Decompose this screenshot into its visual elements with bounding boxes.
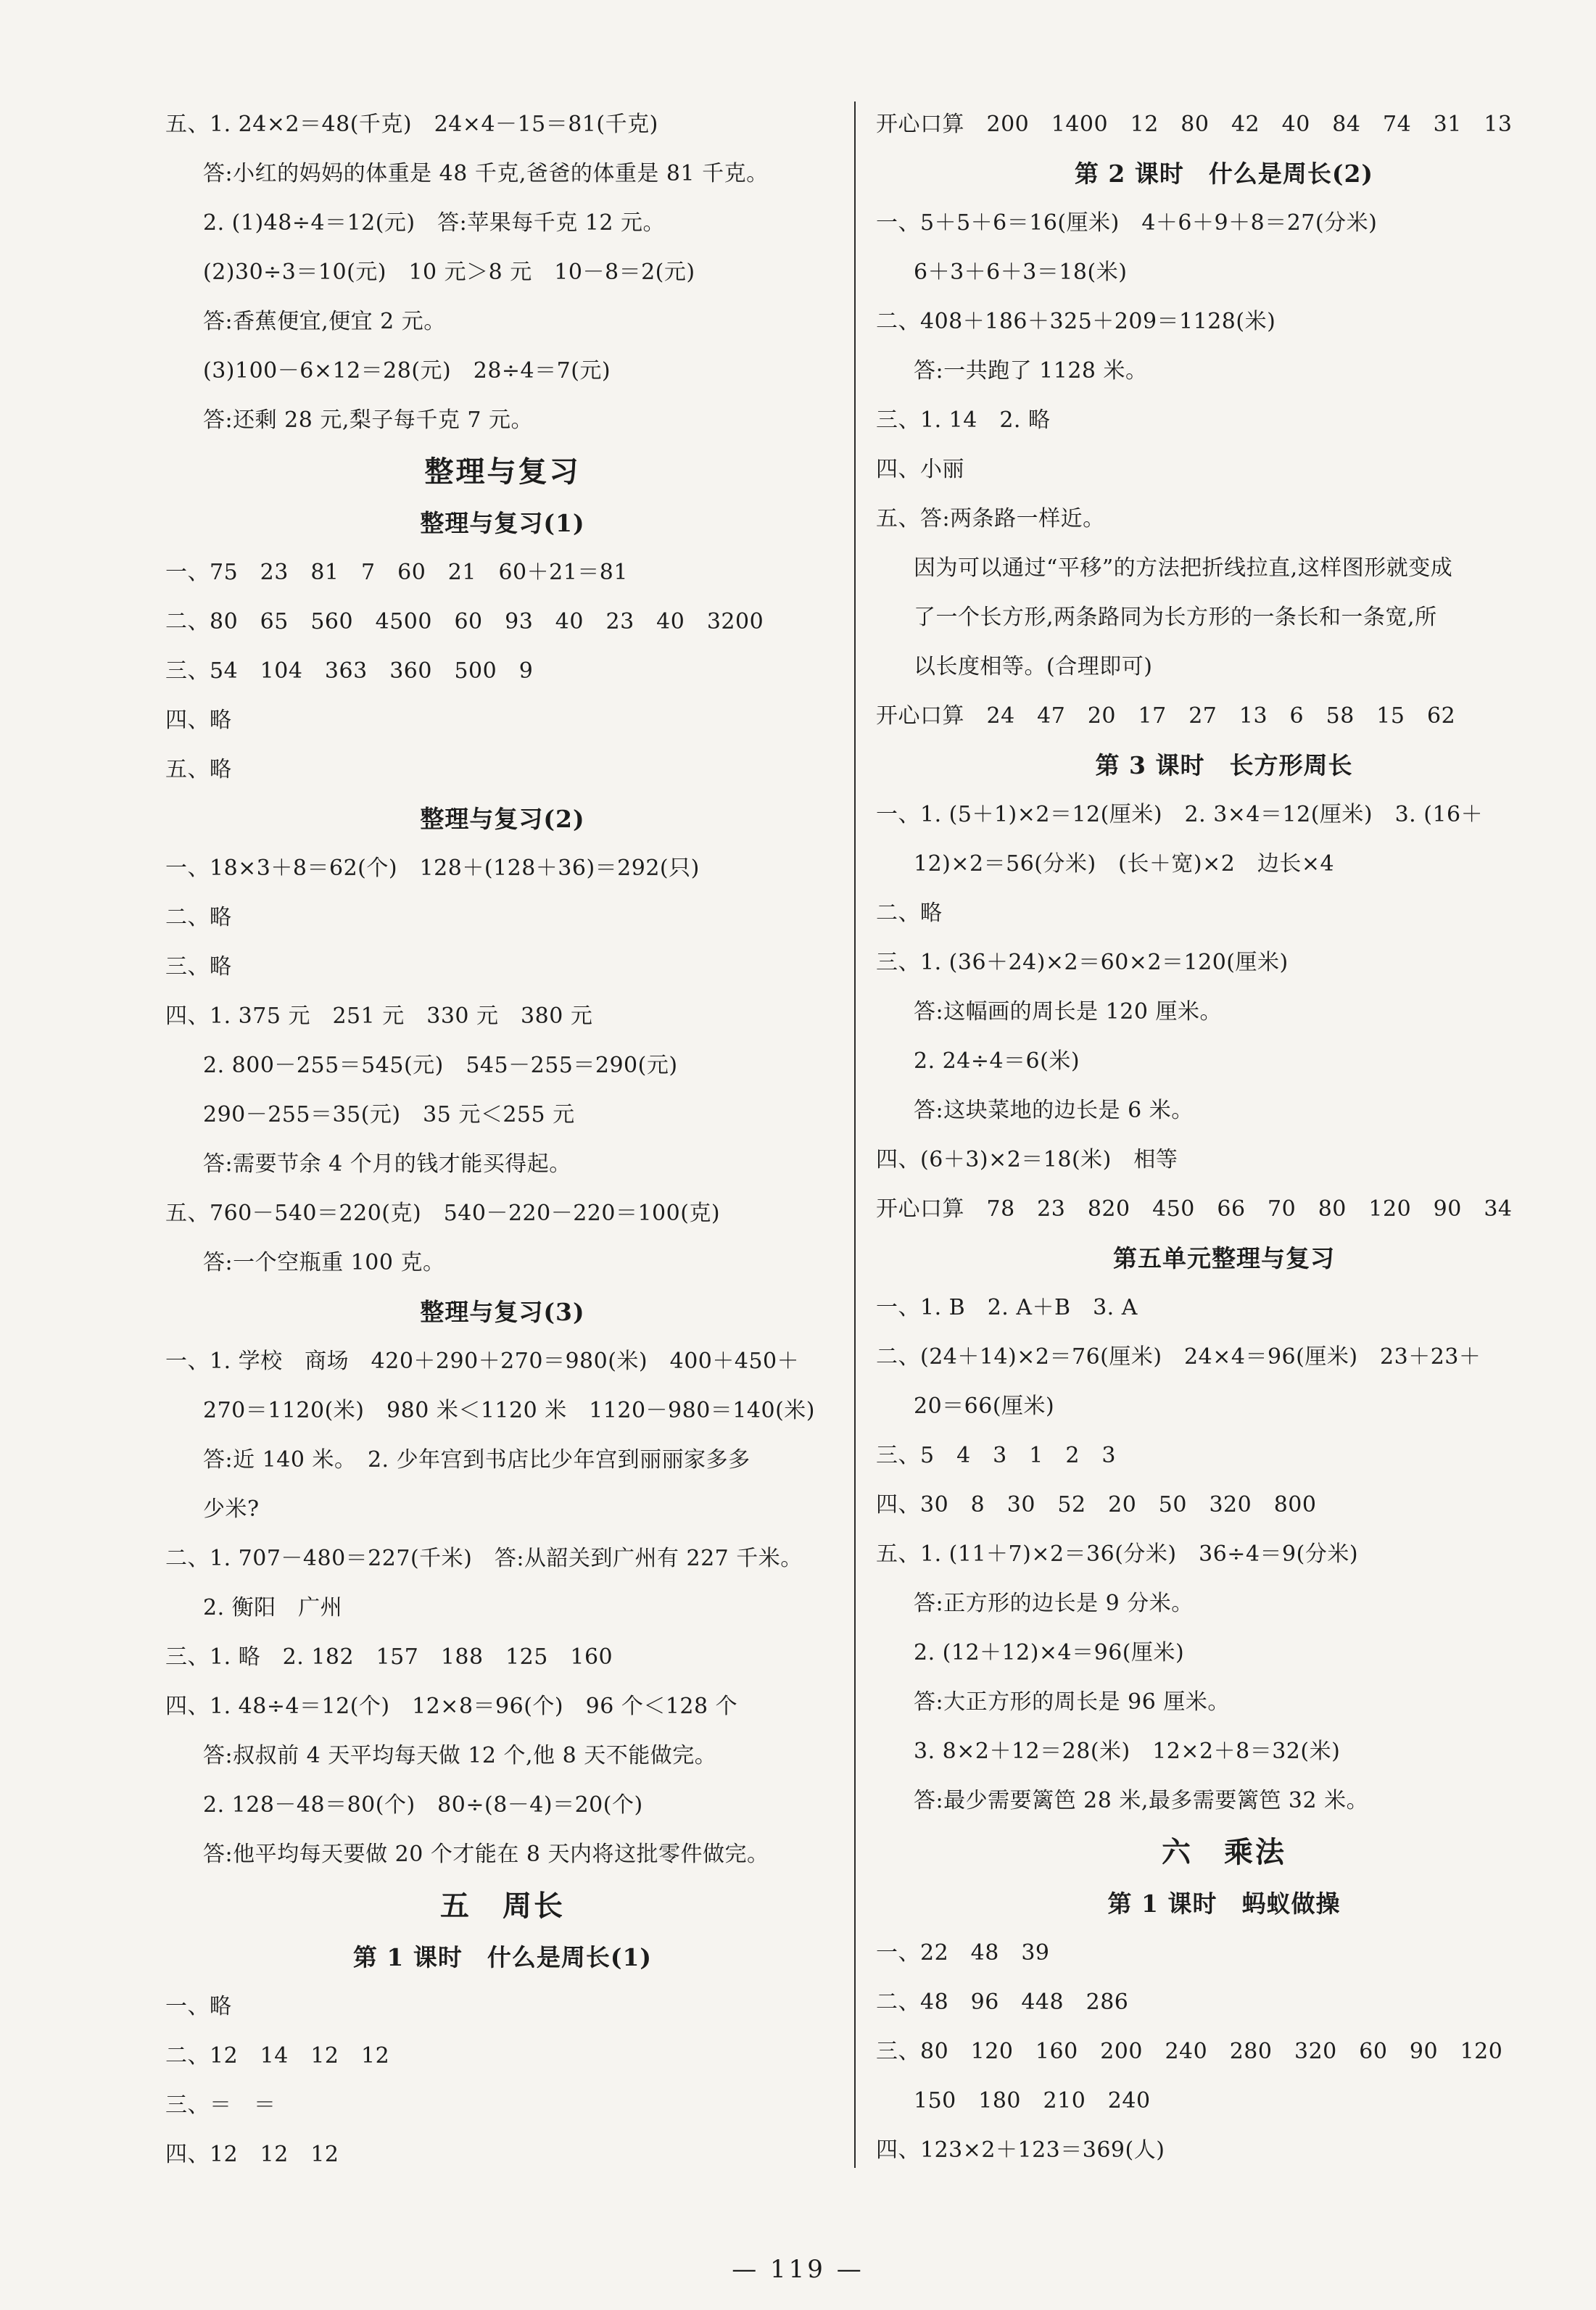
answer-line: 四、12 12 12 (165, 2142, 339, 2167)
answer-line: 2. 衡阳 广州 (203, 1595, 343, 1620)
answer-line: 答:叔叔前 4 天平均每天做 12 个,他 8 天不能做完。 (203, 1743, 717, 1768)
answer-line: 二、408＋186＋325＋209＝1128(米) (876, 309, 1276, 334)
section-title: 六 乘法 (1162, 1835, 1286, 1869)
answer-line: 五、略 (165, 757, 232, 782)
answer-line: 开心口算 200 1400 12 80 42 40 84 74 31 13 (876, 112, 1513, 137)
answer-line: 270＝1120(米) 980 米＜1120 米 1120－980＝140(米) (203, 1398, 815, 1423)
answer-line: 2. (12＋12)×4＝96(厘米) (914, 1640, 1185, 1665)
lesson-title: 整理与复习(2) (420, 805, 585, 833)
lesson-title: 第 1 课时 什么是周长(1) (352, 1943, 653, 1971)
answer-line: 开心口算 24 47 20 17 27 13 6 58 15 62 (876, 703, 1456, 729)
answer-line: 2. (1)48÷4＝12(元) 答:苹果每千克 12 元。 (203, 210, 665, 236)
answer-line: 一、75 23 81 7 60 21 60＋21＝81 (165, 560, 628, 585)
answer-line: 三、1. (36＋24)×2＝60×2＝120(厘米) (876, 950, 1289, 975)
answer-line: 四、(6＋3)×2＝18(米) 相等 (876, 1147, 1178, 1172)
lesson-title: 整理与复习(1) (420, 509, 585, 537)
left-column (165, 100, 840, 2179)
answer-line: 因为可以通过“平移”的方法把折线拉直,这样图形就变成 (914, 555, 1453, 581)
answer-line: 答:小红的妈妈的体重是 48 千克,爸爸的体重是 81 千克。 (203, 161, 769, 186)
answer-line: 四、略 (165, 708, 232, 733)
answer-line: 答:他平均每天要做 20 个才能在 8 天内将这批零件做完。 (203, 1842, 769, 1867)
answer-line: 12)×2＝56(分米) (长＋宽)×2 边长×4 (914, 851, 1335, 877)
answer-line: 五、1. 24×2＝48(千克) 24×4－15＝81(千克) (165, 112, 658, 137)
answer-line: 以长度相等。(合理即可) (914, 654, 1153, 679)
answer-line: 2. 24÷4＝6(米) (914, 1048, 1080, 1074)
lesson-title: 第 2 课时 什么是周长(2) (1074, 160, 1374, 188)
lesson-title: 第 1 课时 蚂蚁做操 (1107, 1889, 1341, 1918)
answer-line: 二、12 14 12 12 (165, 2043, 390, 2069)
answer-line: 四、1. 48÷4＝12(个) 12×8＝96(个) 96 个＜128 个 (165, 1694, 738, 1719)
answer-line: 答:这块菜地的边长是 6 米。 (914, 1098, 1194, 1123)
answer-line: 2. 800－255＝545(元) 545－255＝290(元) (203, 1053, 678, 1078)
answer-line: 二、(24＋14)×2＝76(厘米) 24×4＝96(厘米) 23＋23＋ (876, 1344, 1481, 1370)
answer-line: 五、760－540＝220(克) 540－220－220＝100(克) (165, 1201, 721, 1226)
answer-line: 一、18×3＋8＝62(个) 128＋(128＋36)＝292(只) (165, 856, 700, 881)
answer-line: 五、1. (11＋7)×2＝36(分米) 36÷4＝9(分米) (876, 1541, 1359, 1567)
answer-line: 答:近 140 米。 2. 少年宫到书店比少年宫到丽丽家多多 (203, 1447, 751, 1473)
answer-line: 三、5 4 3 1 2 3 (876, 1443, 1117, 1468)
answer-line: 答:这幅画的周长是 120 厘米。 (914, 999, 1222, 1024)
page-number: — 119 — (732, 2255, 864, 2284)
answer-line: 答:正方形的边长是 9 分米。 (914, 1591, 1194, 1616)
answer-line: 一、1. 学校 商场 420＋290＋270＝980(米) 400＋450＋ (165, 1349, 800, 1374)
answer-line: 答:大正方形的周长是 96 厘米。 (914, 1689, 1230, 1715)
answer-line: 答:最少需要篱笆 28 米,最多需要篱笆 32 米。 (914, 1788, 1369, 1813)
answer-line: 一、22 48 39 (876, 1940, 1050, 1966)
section-title: 整理与复习 (424, 455, 581, 489)
answer-line: 二、略 (876, 901, 943, 926)
answer-line: 答:还剩 28 元,梨子每千克 7 元。 (203, 407, 534, 433)
answer-line: 2. 128－48＝80(个) 80÷(8－4)＝20(个) (203, 1792, 643, 1818)
lesson-title: 整理与复习(3) (420, 1298, 585, 1326)
answer-line: 三、略 (165, 954, 232, 980)
answer-line: 五、答:两条路一样近。 (876, 506, 1105, 531)
answer-line: 答:一个空瓶重 100 克。 (203, 1250, 445, 1275)
answer-line: 四、123×2＋123＝369(人) (876, 2137, 1165, 2163)
answer-line: 答:一共跑了 1128 米。 (914, 358, 1148, 384)
answer-line: 少米? (203, 1496, 260, 1522)
column-divider (854, 102, 856, 2168)
answer-line: 二、1. 707－480＝227(千米) 答:从韶关到广州有 227 千米。 (165, 1546, 803, 1571)
answer-line: 三、80 120 160 200 240 280 320 60 90 120 (876, 2039, 1503, 2064)
answer-line: 四、1. 375 元 251 元 330 元 380 元 (165, 1003, 593, 1029)
answer-line: 6＋3＋6＋3＝18(米) (914, 260, 1128, 285)
answer-line: 了一个长方形,两条路同为长方形的一条长和一条宽,所 (914, 605, 1437, 630)
answer-line: 四、30 8 30 52 20 50 320 800 (876, 1492, 1317, 1518)
lesson-title: 第 3 课时 长方形周长 (1095, 751, 1353, 779)
answer-line: 答:香蕉便宜,便宜 2 元。 (203, 309, 446, 334)
answer-line: 二、48 96 448 286 (876, 1990, 1129, 2015)
answer-line: 开心口算 78 23 820 450 66 70 80 120 90 34 (876, 1196, 1513, 1222)
answer-line: 290－255＝35(元) 35 元＜255 元 (203, 1102, 575, 1127)
answer-line: 一、1. (5＋1)×2＝12(厘米) 2. 3×4＝12(厘米) 3. (16＋ (876, 802, 1484, 827)
answer-line: 二、80 65 560 4500 60 93 40 23 40 3200 (165, 609, 764, 634)
answer-line: 一、1. B 2. A＋B 3. A (876, 1295, 1138, 1320)
answer-line: 3. 8×2＋12＝28(米) 12×2＋8＝32(米) (914, 1739, 1341, 1764)
section-title: 五 周长 (440, 1889, 565, 1923)
answer-line: 一、5＋5＋6＝16(厘米) 4＋6＋9＋8＝27(分米) (876, 210, 1378, 236)
answer-line: 三、＝ ＝ (165, 2092, 276, 2118)
answer-line: 二、略 (165, 905, 232, 930)
lesson-title: 第五单元整理与复习 (1113, 1244, 1335, 1272)
right-column (876, 100, 1572, 2175)
answer-line: 20＝66(厘米) (914, 1394, 1055, 1419)
answer-line: (2)30÷3＝10(元) 10 元＞8 元 10－8＝2(元) (203, 260, 695, 285)
answer-line: 一、略 (165, 1994, 232, 2019)
answer-line: 150 180 210 240 (914, 2088, 1151, 2114)
answer-line: 三、1. 14 2. 略 (876, 407, 1051, 433)
answer-line: 四、小丽 (876, 457, 964, 482)
answer-line: 三、54 104 363 360 500 9 (165, 658, 534, 684)
answer-line: (3)100－6×12＝28(元) 28÷4＝7(元) (203, 358, 611, 384)
answer-line: 三、1. 略 2. 182 157 188 125 160 (165, 1644, 613, 1670)
answer-line: 答:需要节余 4 个月的钱才能买得起。 (203, 1151, 571, 1177)
